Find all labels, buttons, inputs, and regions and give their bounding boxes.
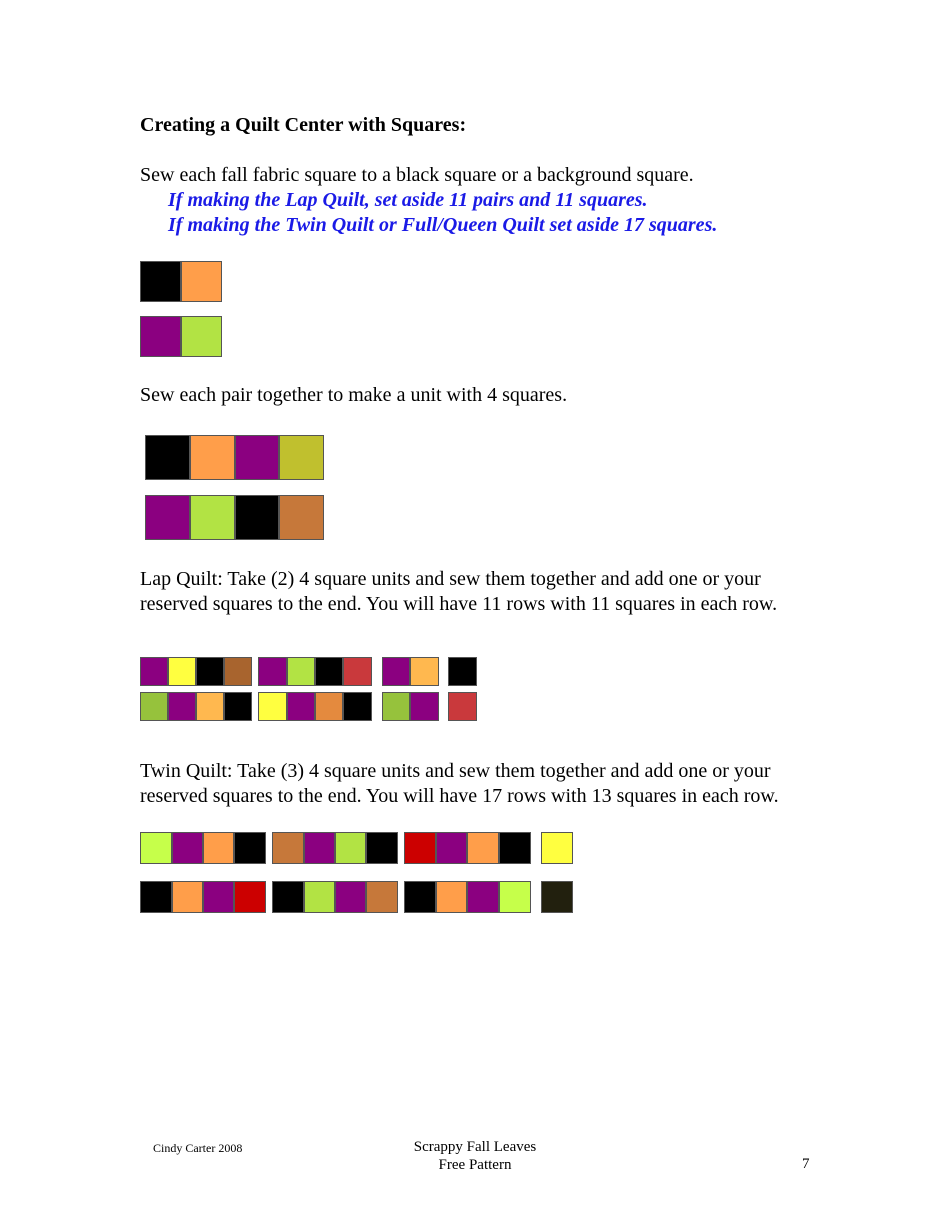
square: [382, 657, 410, 686]
square: [224, 657, 252, 686]
square: [404, 881, 436, 913]
square: [366, 832, 398, 864]
square: [467, 832, 499, 864]
square: [224, 692, 252, 721]
square: [410, 692, 439, 721]
square: [366, 881, 398, 913]
square: [168, 692, 196, 721]
page-heading: Creating a Quilt Center with Squares:: [140, 114, 467, 136]
square: [499, 881, 531, 913]
square: [168, 657, 196, 686]
twin-row-1: [140, 832, 573, 864]
square: [272, 832, 304, 864]
pair-2: [140, 316, 222, 357]
square-purple: [145, 495, 190, 540]
pairs-paragraph: Sew each pair together to make a unit with 4 squares.: [140, 384, 568, 406]
square: [315, 657, 343, 686]
lap-row-2: [140, 692, 477, 721]
square: [404, 832, 436, 864]
square: [172, 881, 203, 913]
square: [541, 881, 573, 913]
square: [287, 657, 315, 686]
square: [258, 692, 287, 721]
square: [203, 832, 234, 864]
square: [196, 692, 224, 721]
square: [448, 692, 477, 721]
square-black: [235, 495, 279, 540]
footer-title-line2: Free Pattern: [438, 1157, 512, 1173]
square: [343, 692, 372, 721]
square: [410, 657, 439, 686]
square-olive: [279, 435, 324, 480]
square: [140, 881, 172, 913]
square-lime: [181, 316, 222, 357]
square: [499, 832, 531, 864]
square: [335, 881, 366, 913]
twin-row-2: [140, 881, 573, 913]
twin-paragraph: Twin Quilt: Take (3) 4 square units and sew them together and add one or your reserved squares to the end. You will have 17 rows with 13 squares in each row.: [140, 760, 779, 807]
square: [272, 881, 304, 913]
square: [343, 657, 372, 686]
lap-note: If making the Lap Quilt, set aside 11 pairs and 11 squares.: [168, 189, 648, 211]
square-orange: [181, 261, 222, 302]
twin-note: If making the Twin Quilt or Full/Queen Quilt set aside 17 squares.: [168, 214, 718, 236]
square: [234, 881, 266, 913]
square: [315, 692, 343, 721]
square-black: [145, 435, 190, 480]
square: [196, 657, 224, 686]
square: [436, 881, 467, 913]
square: [258, 657, 287, 686]
square: [436, 832, 467, 864]
square: [140, 657, 168, 686]
square: [287, 692, 315, 721]
pair-1: [140, 261, 222, 302]
square: [304, 832, 335, 864]
footer-title: [375, 1138, 575, 1174]
square: [234, 832, 266, 864]
footer-author: Cindy Carter 2008: [153, 1141, 243, 1155]
square: [304, 881, 335, 913]
square-black: [140, 261, 181, 302]
unit-1: [145, 435, 324, 480]
page-number: 7: [802, 1156, 810, 1172]
square: [140, 832, 172, 864]
lap-paragraph: Lap Quilt: Take (2) 4 square units and sew them together and add one or your reserved squares to the end. You will have 11 rows with 11 squares in each row.: [140, 568, 778, 615]
square-purple: [235, 435, 279, 480]
square-purple: [140, 316, 181, 357]
footer-title-line1: Scrappy Fall Leaves: [413, 1139, 537, 1155]
square: [541, 832, 573, 864]
square: [140, 692, 168, 721]
square: [448, 657, 477, 686]
lap-row-1: [140, 657, 477, 686]
square: [335, 832, 366, 864]
square: [203, 881, 234, 913]
unit-2: [145, 495, 324, 540]
square-orange: [190, 435, 235, 480]
square: [467, 881, 499, 913]
square-lime: [190, 495, 235, 540]
intro-paragraph: Sew each fall fabric square to a black square or a background square.: [140, 164, 694, 186]
square-brown: [279, 495, 324, 540]
square: [172, 832, 203, 864]
square: [382, 692, 410, 721]
